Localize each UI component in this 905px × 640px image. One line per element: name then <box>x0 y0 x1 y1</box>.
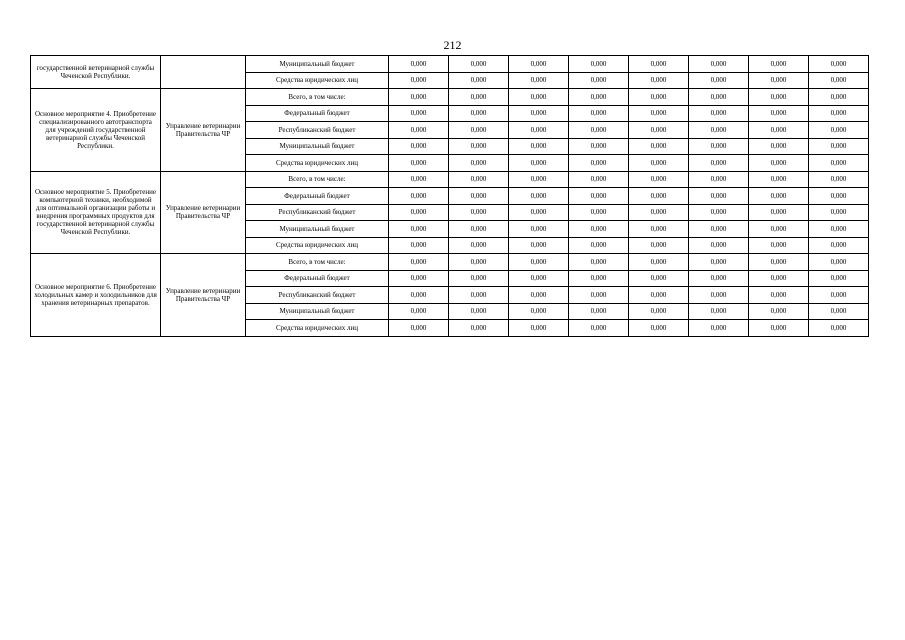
value-cell: 0,000 <box>569 303 629 320</box>
value-cell: 0,000 <box>509 188 569 205</box>
value-cell: 0,000 <box>809 303 869 320</box>
value-cell: 0,000 <box>809 89 869 106</box>
funding-source-cell: Федеральный бюджет <box>246 105 389 122</box>
value-cell: 0,000 <box>749 270 809 287</box>
value-cell: 0,000 <box>689 138 749 155</box>
value-cell: 0,000 <box>629 287 689 304</box>
value-cell: 0,000 <box>809 188 869 205</box>
value-cell: 0,000 <box>689 204 749 221</box>
value-cell: 0,000 <box>809 105 869 122</box>
value-cell: 0,000 <box>629 254 689 271</box>
value-cell: 0,000 <box>569 122 629 139</box>
value-cell: 0,000 <box>389 254 449 271</box>
funding-source-cell: Средства юридических лиц <box>246 237 389 254</box>
value-cell: 0,000 <box>629 56 689 73</box>
value-cell: 0,000 <box>629 221 689 238</box>
value-cell: 0,000 <box>809 56 869 73</box>
funding-source-cell: Муниципальный бюджет <box>246 56 389 73</box>
funding-source-cell: Средства юридических лиц <box>246 72 389 89</box>
value-cell: 0,000 <box>389 155 449 172</box>
event-cell: Основное мероприятие 6. Приобретение холодильных камер и холодильников для хранения ветеринарных препаратов. <box>31 254 161 337</box>
funding-source-cell: Муниципальный бюджет <box>246 138 389 155</box>
value-cell: 0,000 <box>569 237 629 254</box>
value-cell: 0,000 <box>569 320 629 337</box>
value-cell: 0,000 <box>749 171 809 188</box>
value-cell: 0,000 <box>809 287 869 304</box>
value-cell: 0,000 <box>509 56 569 73</box>
value-cell: 0,000 <box>629 72 689 89</box>
budget-table-body <box>31 56 869 337</box>
value-cell: 0,000 <box>449 105 509 122</box>
value-cell: 0,000 <box>749 188 809 205</box>
value-cell: 0,000 <box>449 320 509 337</box>
value-cell: 0,000 <box>749 56 809 73</box>
funding-source-cell: Республиканский бюджет <box>246 122 389 139</box>
value-cell: 0,000 <box>389 270 449 287</box>
value-cell: 0,000 <box>569 171 629 188</box>
value-cell: 0,000 <box>509 171 569 188</box>
value-cell: 0,000 <box>389 105 449 122</box>
funding-source-cell: Всего, в том числе: <box>246 89 389 106</box>
value-cell: 0,000 <box>809 122 869 139</box>
table-row <box>31 89 869 106</box>
value-cell: 0,000 <box>389 56 449 73</box>
value-cell: 0,000 <box>569 254 629 271</box>
funding-source-cell: Муниципальный бюджет <box>246 303 389 320</box>
funding-source-cell: Федеральный бюджет <box>246 270 389 287</box>
funding-source-cell: Муниципальный бюджет <box>246 221 389 238</box>
value-cell: 0,000 <box>749 89 809 106</box>
value-cell: 0,000 <box>509 270 569 287</box>
value-cell: 0,000 <box>389 320 449 337</box>
value-cell: 0,000 <box>449 237 509 254</box>
value-cell: 0,000 <box>689 237 749 254</box>
value-cell: 0,000 <box>509 122 569 139</box>
value-cell: 0,000 <box>389 171 449 188</box>
event-cell: государственной ветеринарной службы Чеченской Республики. <box>31 56 161 89</box>
value-cell: 0,000 <box>509 138 569 155</box>
value-cell: 0,000 <box>629 237 689 254</box>
value-cell: 0,000 <box>569 204 629 221</box>
value-cell: 0,000 <box>689 320 749 337</box>
value-cell: 0,000 <box>449 89 509 106</box>
value-cell: 0,000 <box>749 122 809 139</box>
value-cell: 0,000 <box>629 89 689 106</box>
value-cell: 0,000 <box>689 122 749 139</box>
value-cell: 0,000 <box>449 270 509 287</box>
value-cell: 0,000 <box>629 105 689 122</box>
value-cell: 0,000 <box>629 270 689 287</box>
value-cell: 0,000 <box>809 270 869 287</box>
value-cell: 0,000 <box>449 155 509 172</box>
value-cell: 0,000 <box>569 155 629 172</box>
value-cell: 0,000 <box>449 56 509 73</box>
value-cell: 0,000 <box>569 221 629 238</box>
value-cell: 0,000 <box>569 72 629 89</box>
value-cell: 0,000 <box>629 320 689 337</box>
value-cell: 0,000 <box>749 105 809 122</box>
value-cell: 0,000 <box>509 221 569 238</box>
value-cell: 0,000 <box>689 56 749 73</box>
value-cell: 0,000 <box>569 188 629 205</box>
value-cell: 0,000 <box>449 221 509 238</box>
value-cell: 0,000 <box>509 105 569 122</box>
value-cell: 0,000 <box>389 72 449 89</box>
value-cell: 0,000 <box>449 171 509 188</box>
executor-cell: Управление ветеринарии Правительства ЧР <box>161 254 246 337</box>
executor-cell <box>161 56 246 89</box>
value-cell: 0,000 <box>449 287 509 304</box>
value-cell: 0,000 <box>809 254 869 271</box>
event-cell: Основное мероприятие 5. Приобретение компьютерной техники, необходимой для оптимальной организации работы и внедрения программных продуктов для государственной ветеринарной службы Чеченской Республики. <box>31 171 161 254</box>
value-cell: 0,000 <box>509 287 569 304</box>
value-cell: 0,000 <box>569 138 629 155</box>
value-cell: 0,000 <box>389 237 449 254</box>
value-cell: 0,000 <box>749 320 809 337</box>
value-cell: 0,000 <box>449 72 509 89</box>
value-cell: 0,000 <box>689 171 749 188</box>
value-cell: 0,000 <box>389 89 449 106</box>
value-cell: 0,000 <box>689 188 749 205</box>
value-cell: 0,000 <box>449 254 509 271</box>
value-cell: 0,000 <box>689 254 749 271</box>
value-cell: 0,000 <box>569 287 629 304</box>
funding-source-cell: Всего, в том числе: <box>246 254 389 271</box>
value-cell: 0,000 <box>629 138 689 155</box>
value-cell: 0,000 <box>809 320 869 337</box>
value-cell: 0,000 <box>809 138 869 155</box>
value-cell: 0,000 <box>689 270 749 287</box>
value-cell: 0,000 <box>809 221 869 238</box>
value-cell: 0,000 <box>569 56 629 73</box>
value-cell: 0,000 <box>809 237 869 254</box>
value-cell: 0,000 <box>389 287 449 304</box>
value-cell: 0,000 <box>689 303 749 320</box>
value-cell: 0,000 <box>509 89 569 106</box>
value-cell: 0,000 <box>389 204 449 221</box>
value-cell: 0,000 <box>689 221 749 238</box>
value-cell: 0,000 <box>749 155 809 172</box>
value-cell: 0,000 <box>509 72 569 89</box>
value-cell: 0,000 <box>689 155 749 172</box>
executor-cell: Управление ветеринарии Правительства ЧР <box>161 89 246 172</box>
value-cell: 0,000 <box>389 188 449 205</box>
page-number: 212 <box>443 38 462 52</box>
value-cell: 0,000 <box>569 89 629 106</box>
funding-source-cell: Республиканский бюджет <box>246 287 389 304</box>
value-cell: 0,000 <box>509 155 569 172</box>
value-cell: 0,000 <box>629 155 689 172</box>
value-cell: 0,000 <box>509 320 569 337</box>
executor-cell: Управление ветеринарии Правительства ЧР <box>161 171 246 254</box>
value-cell: 0,000 <box>389 122 449 139</box>
funding-source-cell: Федеральный бюджет <box>246 188 389 205</box>
table-row <box>31 171 869 188</box>
value-cell: 0,000 <box>749 72 809 89</box>
value-cell: 0,000 <box>389 303 449 320</box>
value-cell: 0,000 <box>629 171 689 188</box>
funding-source-cell: Республиканский бюджет <box>246 204 389 221</box>
funding-source-cell: Всего, в том числе: <box>246 171 389 188</box>
value-cell: 0,000 <box>449 303 509 320</box>
value-cell: 0,000 <box>749 254 809 271</box>
value-cell: 0,000 <box>449 204 509 221</box>
value-cell: 0,000 <box>749 221 809 238</box>
value-cell: 0,000 <box>809 155 869 172</box>
value-cell: 0,000 <box>809 72 869 89</box>
value-cell: 0,000 <box>689 105 749 122</box>
funding-source-cell: Средства юридических лиц <box>246 155 389 172</box>
value-cell: 0,000 <box>569 105 629 122</box>
budget-table <box>30 55 869 337</box>
value-cell: 0,000 <box>449 188 509 205</box>
table-row <box>31 56 869 73</box>
value-cell: 0,000 <box>629 188 689 205</box>
value-cell: 0,000 <box>749 237 809 254</box>
value-cell: 0,000 <box>689 287 749 304</box>
value-cell: 0,000 <box>749 303 809 320</box>
value-cell: 0,000 <box>689 89 749 106</box>
value-cell: 0,000 <box>809 204 869 221</box>
value-cell: 0,000 <box>809 171 869 188</box>
value-cell: 0,000 <box>689 72 749 89</box>
value-cell: 0,000 <box>629 122 689 139</box>
funding-source-cell: Средства юридических лиц <box>246 320 389 337</box>
value-cell: 0,000 <box>509 237 569 254</box>
value-cell: 0,000 <box>629 303 689 320</box>
value-cell: 0,000 <box>449 122 509 139</box>
event-cell: Основное мероприятие 4. Приобретение специализированного автотранспорта для учреждений государственной ветеринарной службы Чеченской Республики. <box>31 89 161 172</box>
value-cell: 0,000 <box>389 138 449 155</box>
value-cell: 0,000 <box>389 221 449 238</box>
value-cell: 0,000 <box>449 138 509 155</box>
table-row <box>31 254 869 271</box>
value-cell: 0,000 <box>509 204 569 221</box>
value-cell: 0,000 <box>629 204 689 221</box>
value-cell: 0,000 <box>509 254 569 271</box>
value-cell: 0,000 <box>749 287 809 304</box>
value-cell: 0,000 <box>749 204 809 221</box>
value-cell: 0,000 <box>749 138 809 155</box>
value-cell: 0,000 <box>509 303 569 320</box>
value-cell: 0,000 <box>569 270 629 287</box>
